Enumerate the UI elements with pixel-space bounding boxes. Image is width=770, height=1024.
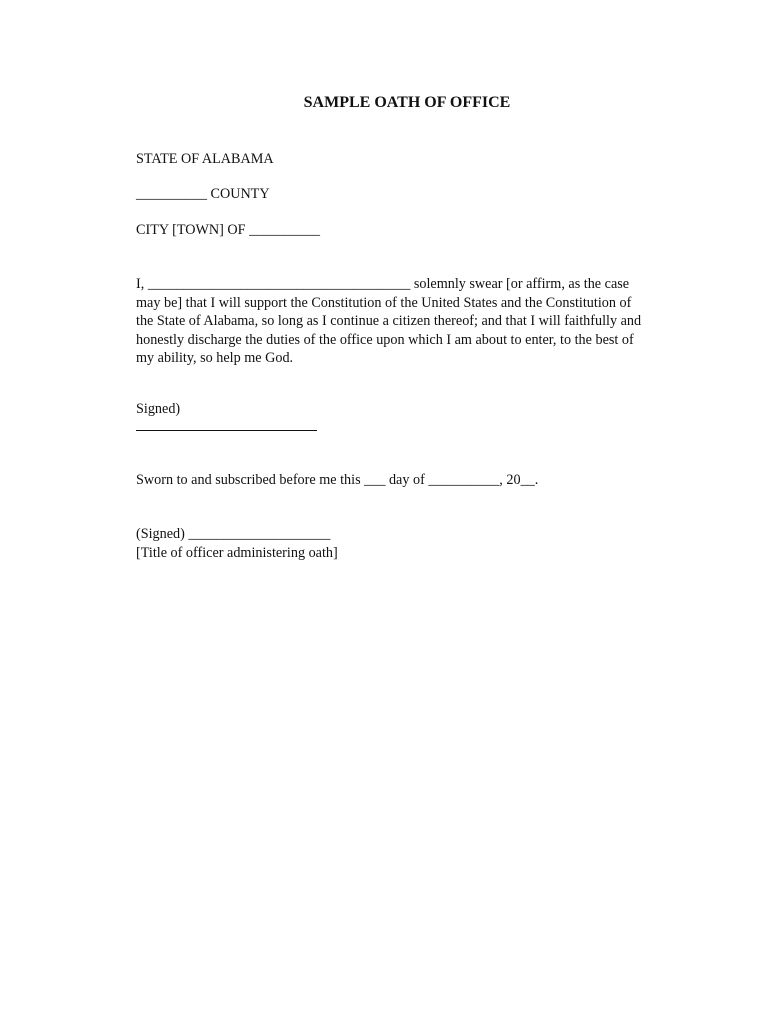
signed-label: Signed) bbox=[136, 401, 181, 417]
city-line: CITY [TOWN] OF __________ bbox=[136, 222, 321, 238]
oath-line: may be] that I will support the Constitution of the United States and the Constitution of bbox=[136, 294, 632, 311]
officer-signed-line: (Signed) ____________________ bbox=[136, 526, 331, 542]
oath-line: the State of Alabama, so long as I continue a citizen thereof; and that I will faithfully and bbox=[136, 313, 642, 330]
oath-paragraph bbox=[136, 275, 676, 368]
document-title: SAMPLE OATH OF OFFICE bbox=[303, 94, 511, 111]
county-line: __________ COUNTY bbox=[136, 186, 270, 202]
sworn-line: Sworn to and subscribed before me this ___ day of __________, 20__. bbox=[136, 472, 539, 488]
oath-line: honestly discharge the duties of the office upon which I am about to enter, to the best of bbox=[136, 331, 634, 348]
officer-title-line: [Title of officer administering oath] bbox=[136, 545, 338, 561]
oath-line: I, _____________________________________ solemnly swear [or affirm, as the case bbox=[136, 276, 630, 292]
oath-line: my ability, so help me God. bbox=[136, 350, 294, 367]
signature-line bbox=[136, 430, 317, 431]
state-line: STATE OF ALABAMA bbox=[136, 151, 274, 167]
